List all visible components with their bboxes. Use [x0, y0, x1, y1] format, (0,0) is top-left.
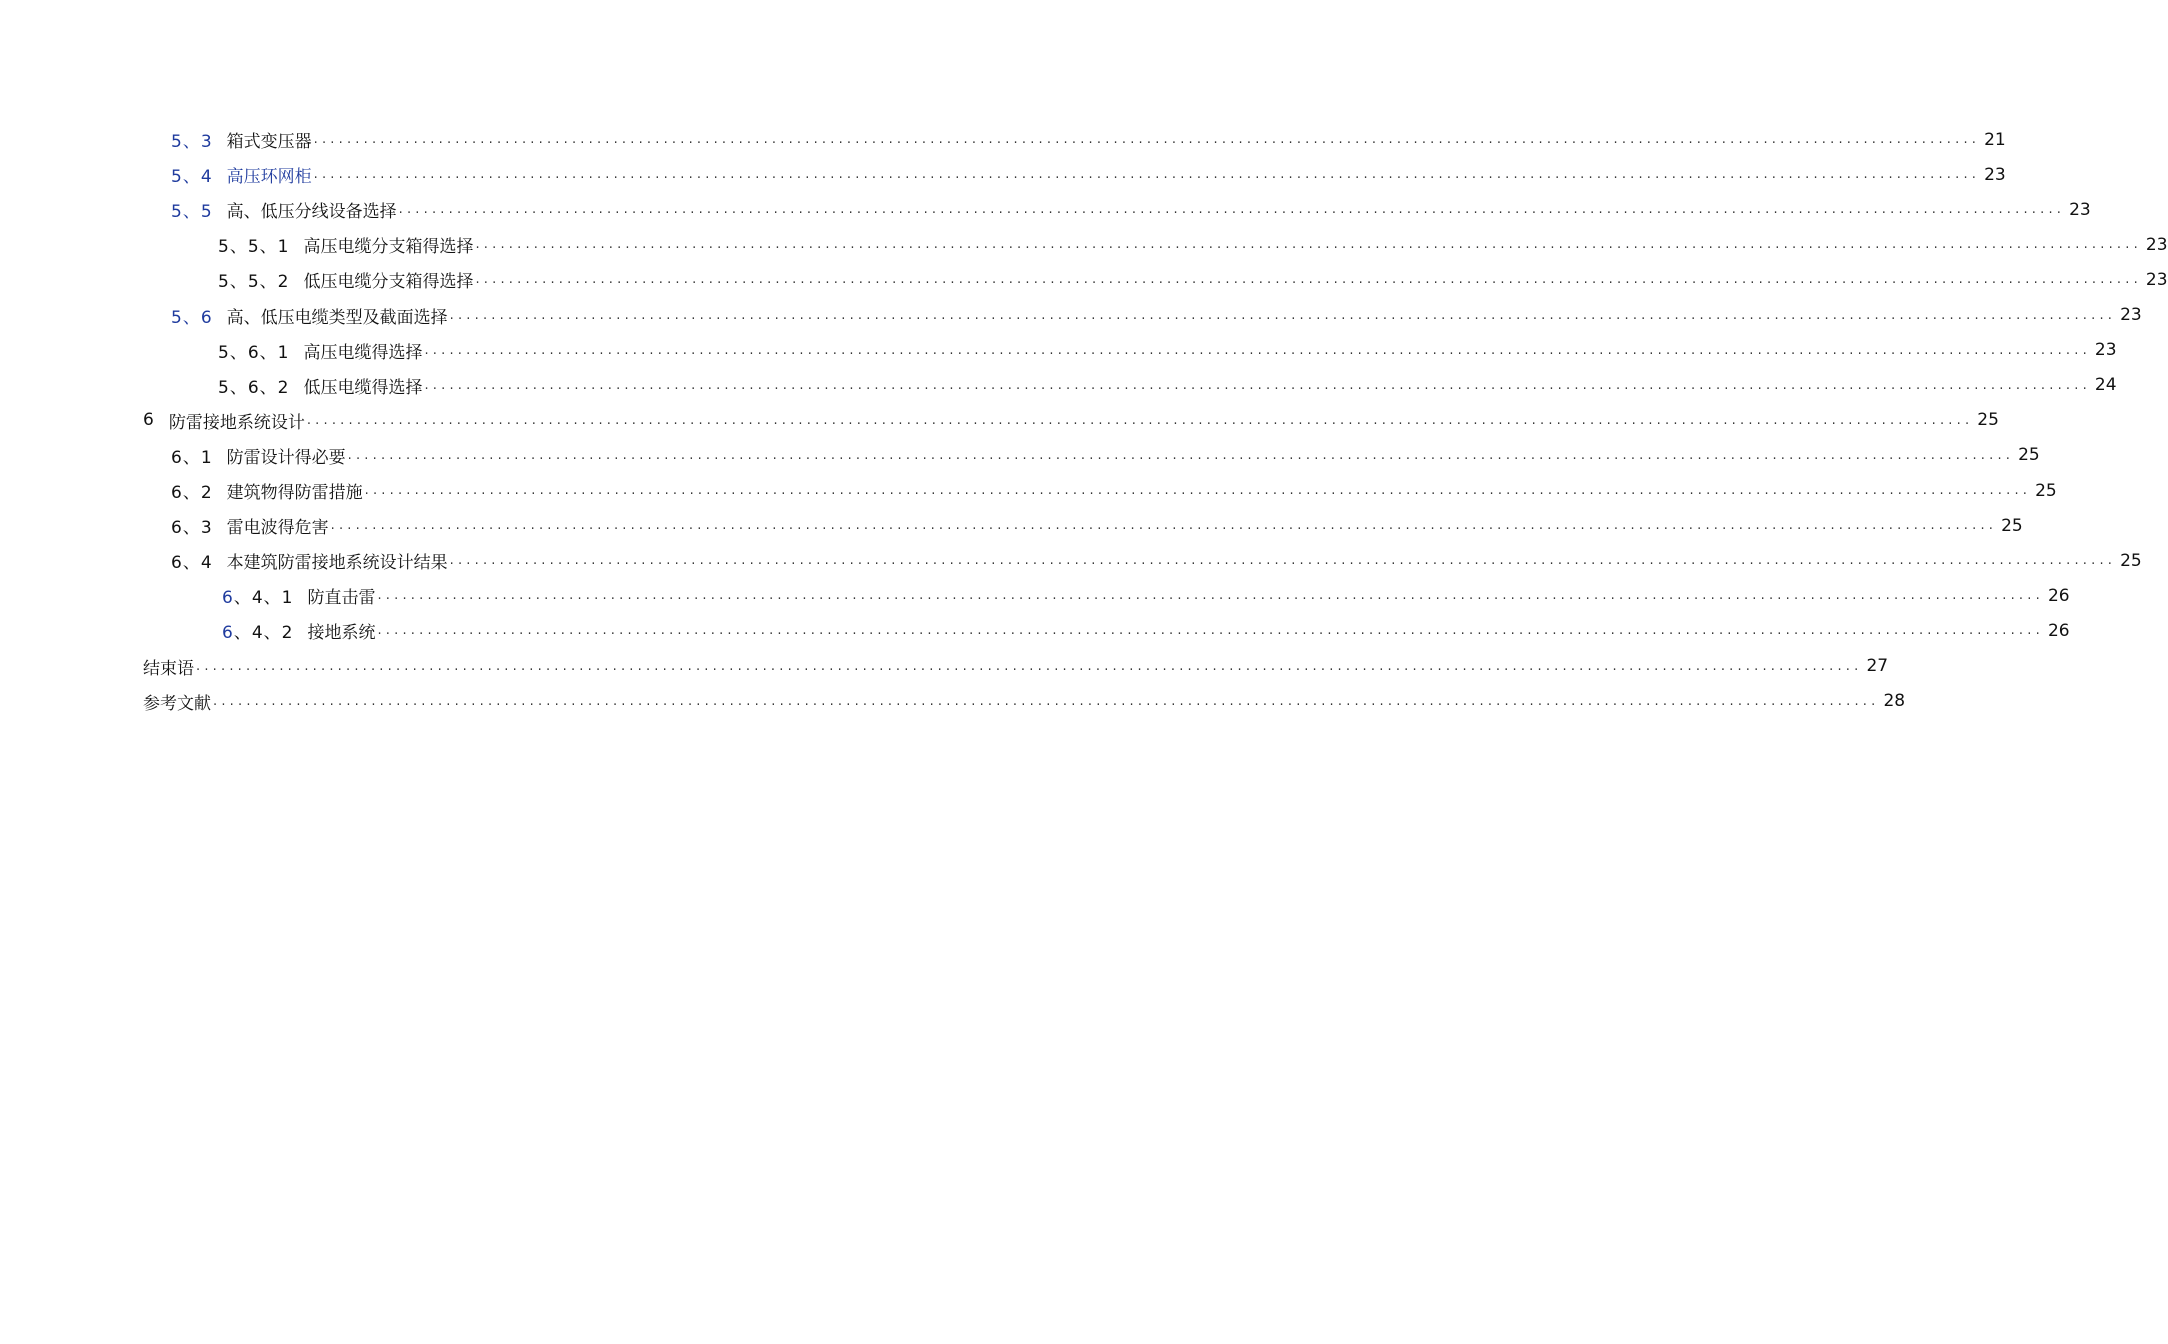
toc-entry-title: 本建筑防雷接地系统设计结果 — [226, 553, 448, 574]
toc-entry[interactable] — [218, 333, 2117, 368]
toc-entry-number — [218, 338, 289, 363]
toc-entry[interactable] — [143, 684, 1906, 719]
toc-entry-page-number: 21 — [1984, 129, 2006, 150]
toc-entry-dot-leader: ........................................................................................................................................................................................................ — [364, 483, 2032, 498]
toc-entry-dot-leader: ........................................................................................................................................................................................................ — [377, 623, 2044, 639]
toc-entry-dot-leader: ........................................................................................................................................................................................................ — [449, 553, 2117, 569]
toc-entry-title: 建筑物得防雷措施 — [226, 483, 363, 503]
toc-entry-title: 雷电波得危害 — [226, 518, 329, 539]
toc-entry-number-suffix: 、4、1 — [233, 588, 294, 609]
toc-entry[interactable] — [222, 613, 2070, 648]
toc-entry-page-number: 23 — [2094, 340, 2117, 361]
toc-entry[interactable] — [218, 262, 2168, 297]
toc-entry-dot-leader: ........................................................................................................................................................................................................ — [398, 202, 2066, 218]
toc-entry-number — [171, 443, 213, 468]
toc-entry-dot-leader: ........................................................................................................................................................................................................ — [377, 588, 2044, 604]
toc-entry-page-number: 23 — [2145, 234, 2168, 255]
toc-entry[interactable] — [171, 473, 2057, 508]
toc-entry-number — [218, 232, 289, 257]
toc-entry-number — [222, 618, 293, 643]
toc-entry-number-prefix: 6、1 — [171, 447, 213, 468]
toc-entry-title: 箱式变压器 — [226, 132, 312, 152]
toc-entry-dot-leader: ........................................................................................................................................................................................................ — [424, 342, 2091, 358]
toc-entry-number — [171, 548, 213, 573]
toc-entry-number — [218, 267, 289, 292]
toc-entry-number-prefix: 5、4 — [171, 167, 213, 188]
toc-entry[interactable] — [171, 122, 2006, 157]
toc-entry[interactable] — [171, 438, 2040, 473]
toc-entry[interactable] — [171, 298, 2142, 333]
toc-entry[interactable] — [218, 368, 2117, 403]
toc-entry-title: 高压电缆得选择 — [303, 342, 423, 363]
toc-entry-number-prefix: 5、6 — [171, 307, 213, 328]
toc-entry-number-prefix: 6 — [222, 588, 234, 609]
toc-entry[interactable] — [171, 508, 2023, 543]
toc-entry[interactable] — [218, 227, 2168, 262]
toc-entry-dot-leader: ........................................................................................................................................................................................................ — [449, 307, 2117, 323]
toc-entry[interactable] — [143, 403, 1999, 438]
toc-entry[interactable] — [143, 649, 1889, 684]
toc-entry-title: 结束语 — [143, 658, 194, 679]
toc-entry-title: 高、低压电缆类型及截面选择 — [226, 307, 448, 328]
toc-entry-dot-leader: ........................................................................................................................................................................................................ — [196, 658, 1863, 674]
toc-entry-number — [143, 410, 155, 430]
toc-entry-number-prefix: 5、3 — [171, 132, 213, 152]
toc-entry-number-prefix: 6、4 — [171, 553, 213, 574]
toc-entry-dot-leader: ........................................................................................................................................................................................................ — [330, 518, 1998, 534]
toc-entry-dot-leader: ........................................................................................................................................................................................................ — [313, 132, 1981, 147]
toc-entry-number — [171, 478, 213, 503]
toc-entry-number-prefix: 6、3 — [171, 518, 213, 539]
toc-entry-number — [222, 583, 293, 608]
toc-entry-title: 高压环网柜 — [226, 167, 312, 188]
toc-entry-page-number: 24 — [2094, 375, 2117, 396]
toc-entry-dot-leader: ........................................................................................................................................................................................................ — [475, 237, 2142, 253]
toc-entry[interactable] — [171, 543, 2142, 578]
toc-entry-number-suffix: 5、6、2 — [218, 377, 290, 398]
toc-entry-number-prefix: 6 — [143, 410, 155, 431]
toc-entry-dot-leader: ........................................................................................................................................................................................................ — [313, 167, 1981, 183]
toc-entry-title: 防雷设计得必要 — [226, 447, 346, 468]
toc-entry-title: 防雷接地系统设计 — [168, 412, 305, 433]
toc-entry-title: 低压电缆得选择 — [303, 377, 423, 398]
toc-entry[interactable] — [222, 578, 2070, 613]
toc-entry-dot-leader: ........................................................................................................................................................................................................ — [475, 272, 2142, 288]
toc-entry-number-prefix: 6、2 — [171, 483, 213, 503]
toc-entry-number — [171, 162, 213, 187]
toc-entry-title: 高、低压分线设备选择 — [226, 202, 397, 223]
toc-entry-page-number: 28 — [1883, 691, 1906, 712]
toc-entry-dot-leader: ........................................................................................................................................................................................................ — [424, 377, 2091, 393]
toc-entry-page-number: 23 — [1984, 164, 2006, 185]
toc-entry-number-prefix: 5、5 — [171, 202, 213, 223]
toc-entry-page-number: 25 — [2018, 445, 2040, 466]
toc-entry[interactable] — [171, 192, 2091, 227]
toc-entry-number — [171, 127, 213, 152]
toc-entry-title: 参考文献 — [143, 693, 211, 714]
toc-entry[interactable] — [171, 157, 2006, 192]
toc-entry-title: 低压电缆分支箱得选择 — [303, 272, 474, 293]
toc-entry-page-number: 23 — [2120, 305, 2142, 325]
toc-entry-number-suffix: 5、5、1 — [218, 237, 290, 258]
toc-entry-dot-leader: ........................................................................................................................................................................................................ — [347, 447, 2015, 463]
toc-entry-number — [171, 303, 213, 328]
toc-entry-number — [171, 513, 213, 538]
toc-entry-number-suffix: 5、5、2 — [218, 272, 290, 293]
toc-entry-number — [218, 373, 289, 398]
toc-entry-page-number: 23 — [2145, 269, 2168, 290]
toc-entry-page-number: 26 — [2047, 585, 2070, 606]
toc-entry-dot-leader: ........................................................................................................................................................................................................ — [213, 693, 1880, 709]
toc-entry-title: 接地系统 — [307, 623, 376, 644]
toc-entry-title: 防直击雷 — [307, 588, 376, 609]
toc-entry-page-number: 25 — [2035, 480, 2057, 501]
toc-entry-number — [171, 197, 213, 222]
toc-entry-page-number: 27 — [1866, 656, 1889, 676]
toc-entry-title: 高压电缆分支箱得选择 — [303, 237, 474, 258]
toc-entry-page-number: 26 — [2047, 620, 2070, 641]
toc-entry-page-number: 25 — [2120, 550, 2142, 571]
toc-entry-number-suffix: 5、6、1 — [218, 342, 290, 363]
toc-entry-page-number: 25 — [2001, 515, 2023, 536]
toc-entry-number-suffix: 、4、2 — [233, 623, 294, 644]
toc-entry-dot-leader: ........................................................................................................................................................................................................ — [306, 412, 1974, 428]
toc-entry-number-prefix: 6 — [222, 623, 234, 644]
toc-entry-page-number: 25 — [1977, 410, 1999, 431]
toc-entry-page-number: 23 — [2069, 199, 2091, 220]
